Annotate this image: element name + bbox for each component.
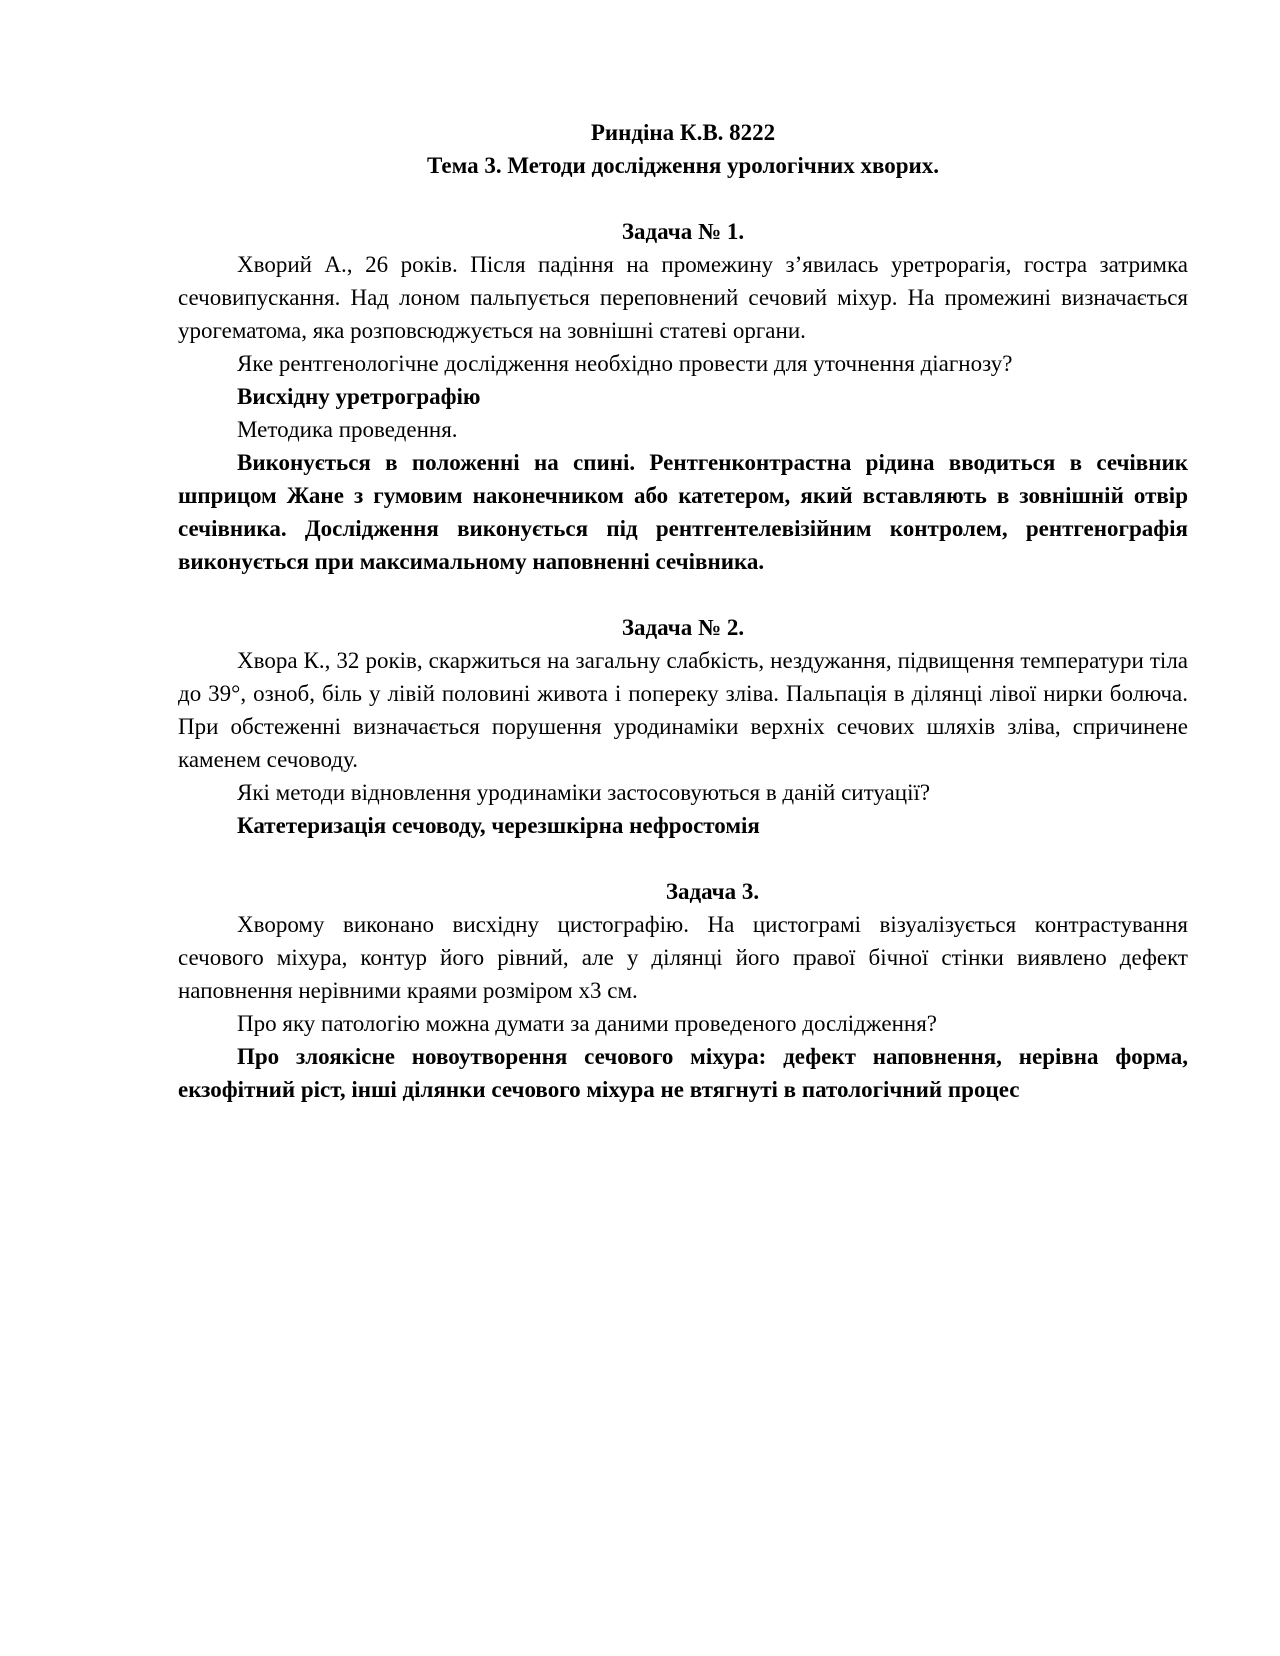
task-3-question: Про яку патологію можна думати за даними проведеного дослідження? [237, 1011, 938, 1036]
document-page [178, 116, 1188, 1106]
task-2-question: Які методи відновлення уродинаміки застосовуються в даній ситуації? [237, 780, 931, 805]
topic-title: Тема 3. Методи дослідження урологічних хворих. [426, 153, 940, 178]
task-1-case: Хворий А., 26 років. Після падіння на промежину з’явилась уретрорагія, гостра затримка сечовипускання. Над лоном пальпується переповнений сечовий міхур. На промежині визначається урогематома, яка розповсюджується на зовнішні статеві органи. [178, 252, 1188, 343]
task-2-title: Задача № 2. [621, 615, 745, 640]
task-1-question: Яке рентгенологічне дослідження необхідно провести для уточнення діагнозу? [237, 351, 1013, 376]
author-line: Риндіна К.В. 8222 [590, 120, 776, 145]
task-1-answer: Висхідну уретрографію [237, 384, 481, 409]
spacer [178, 842, 1188, 875]
spacer [178, 578, 1188, 611]
task-3-case: Хворому виконано висхідну цистографію. На цистограмі візуалізується контрастування сечового міхура, контур його рівний, але у ділянці його правої бічної стінки виявлено дефект наповнення нерівними краями розміром х3 см. [178, 912, 1188, 1003]
task-2-case: Хвора К., 32 років, скаржиться на загальну слабкість, нездужання, підвищення температури тіла до 39°, озноб, біль у лівій половині живота і попереку зліва. Пальпація в ділянці лівої нирки болюча. При обстеженні визначається порушення уродинаміки верхніх сечових шляхів зліва, спричинене каменем сечоводу. [178, 648, 1188, 772]
task-1-title: Задача № 1. [621, 219, 745, 244]
task-1-method-answer: Виконується в положенні на спині. Рентгенконтрастна рідина вводиться в сечівник шприцом Жане з гумовим наконечником або катетером, який вставляють в зовнішній отвір сечівника. Дослідження виконується під рентгентелевізійним контролем, рентгенографія виконується при максимальному наповненні сечівника. [178, 450, 1188, 574]
task-2-answer: Катетеризація сечоводу, черезшкірна нефростомія [237, 813, 760, 838]
task-3-title: Задача 3. [665, 879, 760, 904]
task-1-method-label: Методика проведення. [237, 417, 458, 442]
spacer [178, 182, 1188, 215]
task-3-answer: Про злоякісне новоутворення сечового міхура: дефект наповнення, нерівна форма, екзофітний ріст, інші ділянки сечового міхура не втягнуті в патологічний процес [178, 1044, 1188, 1102]
